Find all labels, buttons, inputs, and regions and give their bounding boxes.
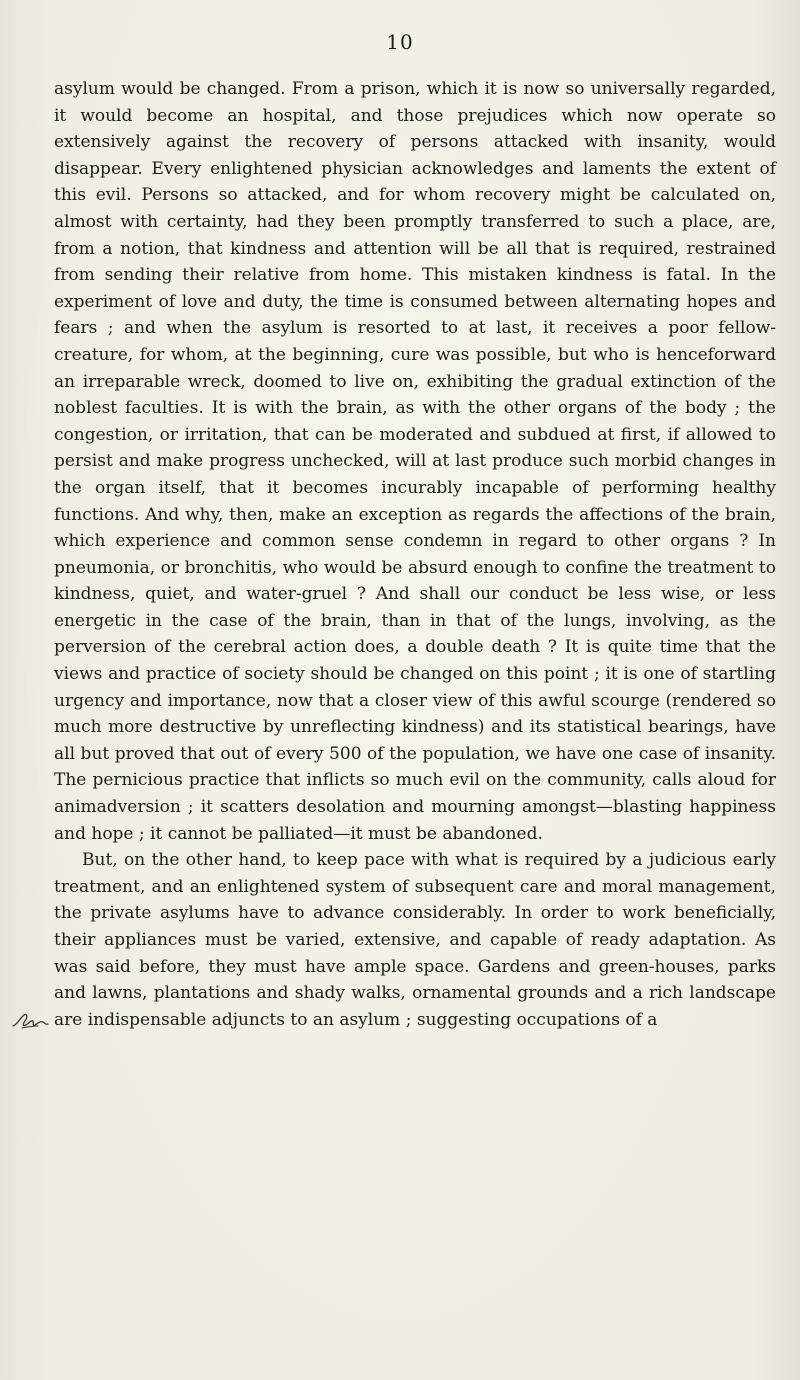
page-number: 10 [386, 30, 414, 54]
body-text [54, 76, 776, 1033]
paragraph-1: asylum would be changed. From a prison, which it is now so universally regarded, it would become an hospital, and those prejudices which now operate so extensively against the recovery of persons attacked with insanity, would disappear. Every enlightened physician acknowledges and laments the extent of this evil. Persons so attacked, and for whom recovery might be calculated on, almost with certainty, had they been promptly transferred to such a place, are, from a notion, that kindness and attention will be all that is required, restrained from sending their relative from home. This mistaken kindness is fatal. In the experiment of love and duty, the time is consumed between alternating hopes and fears ; and when the asylum is resorted to at last, it receives a poor fellow-creature, for whom, at the beginning, cure was possible, but who is henceforward an irreparable wreck, doomed to live on, exhibiting the gradual extinction of the noblest faculties. It is with the brain, as with the other organs of the body ; the congestion, or irritation, that can be moderated and subdued at first, if allowed to persist and make progress unchecked, will at last produce such morbid changes in the organ itself, that it becomes incurably incapable of performing healthy functions. And why, then, make an exception as regards the affections of the brain, which experience and common sense condemn in regard to other organs ? In pneumonia, or bronchitis, who would be absurd enough to confine the treatment to kindness, quiet, and water-gruel ? And shall our conduct be less wise, or less energetic in the case of the brain, than in that of the lungs, involving, as the perversion of the cerebral action does, a double death ? It is quite time that the views and practice of society should be changed on this point ; it is one of startling urgency and importance, now that a closer view of this awful scourge (rendered so much more destructive by unreflecting kindness) and its statistical bearings, have all but proved that out of every 500 of the population, we have one case of insanity. The pernicious practice that inflicts so much evil on the community, calls aloud for animadversion ; it scatters desolation and mourning amongst—blasting happiness and hope ; it cannot be palliated—it must be abandoned. [54, 79, 776, 844]
handwritten-margin-note [10, 1004, 50, 1034]
paragraph-2: But, on the other hand, to keep pace with what is required by a judicious early treatment, and an enlightened system of subsequent care and moral management, the private asylums have to advance considerably. In order to work beneficially, their appliances must be varied, extensive, and capable of ready adaptation. As was said before, they must have ample space. Gardens and green-houses, parks and lawns, plantations and shady walks, ornamental grounds and a rich landscape are indispensable adjuncts to an asylum ; suggesting occupations of a [54, 850, 776, 1030]
